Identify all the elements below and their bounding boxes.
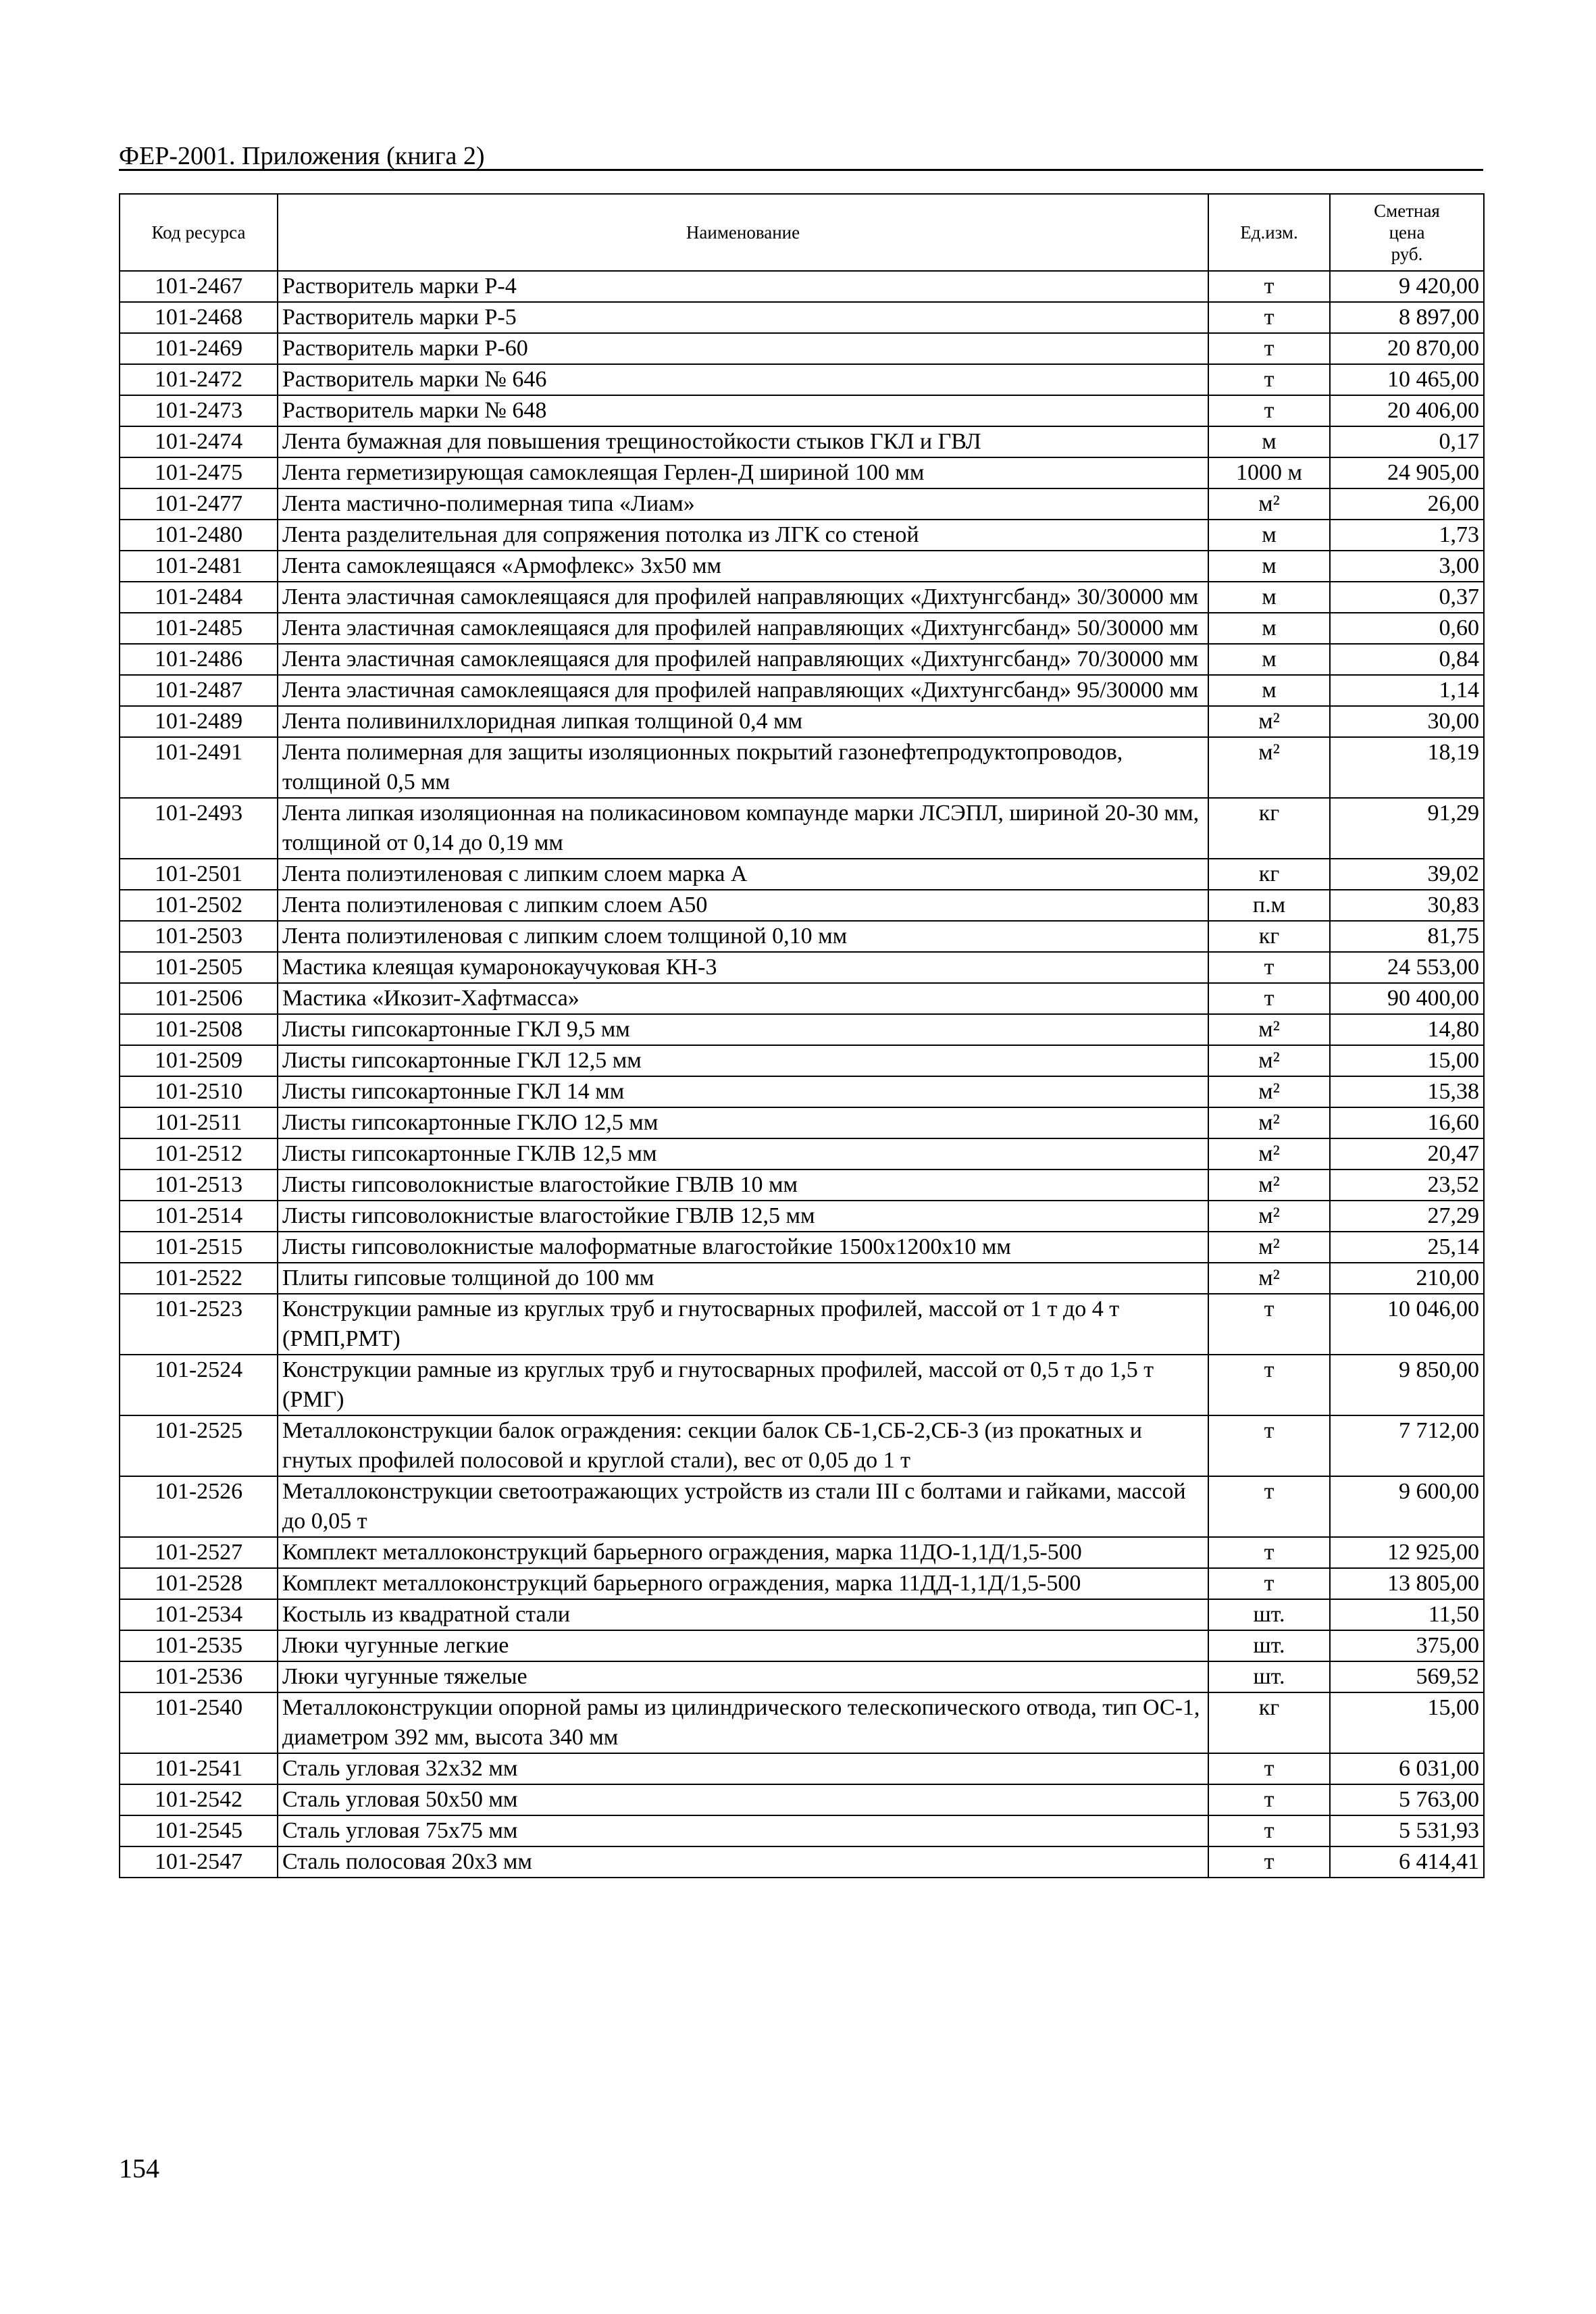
cell-price: 90 400,00 [1330,983,1484,1014]
cell-unit: т [1208,1815,1330,1846]
table-row [120,613,1484,644]
cell-code: 101-2481 [120,551,278,582]
table-row [120,302,1484,333]
cell-unit: м [1208,613,1330,644]
cell-code: 101-2515 [120,1232,278,1263]
cell-unit: м² [1208,1263,1330,1294]
cell-name: Листы гипсокартонные ГКЛ 12,5 мм [278,1045,1208,1076]
cell-unit: т [1208,1537,1330,1568]
cell-unit: 1000 м [1208,457,1330,488]
column-header-name: Наименование [278,194,1208,271]
header-rule [119,169,1483,171]
cell-unit: м² [1208,1014,1330,1045]
cell-price: 9 420,00 [1330,271,1484,302]
cell-code: 101-2540 [120,1692,278,1753]
cell-code: 101-2502 [120,890,278,921]
cell-code: 101-2512 [120,1138,278,1169]
cell-unit: шт. [1208,1661,1330,1692]
cell-code: 101-2525 [120,1415,278,1476]
cell-code: 101-2545 [120,1815,278,1846]
cell-name: Конструкции рамные из круглых труб и гнутосварных профилей, массой от 0,5 т до 1,5 т (РМГ) [278,1355,1208,1415]
table-row [120,706,1484,737]
cell-price: 14,80 [1330,1014,1484,1045]
cell-price: 9 850,00 [1330,1355,1484,1415]
cell-code: 101-2522 [120,1263,278,1294]
cell-code: 101-2509 [120,1045,278,1076]
cell-name: Конструкции рамные из круглых труб и гнутосварных профилей, массой от 1 т до 4 т (РМП,РМТ) [278,1294,1208,1355]
table-row [120,582,1484,613]
table-header-row [120,194,1484,271]
cell-name: Лента герметизирующая самоклеящая Герлен-Д шириной 100 мм [278,457,1208,488]
cell-price: 10 465,00 [1330,364,1484,395]
table-row [120,921,1484,952]
cell-unit: т [1208,1476,1330,1537]
cell-price: 81,75 [1330,921,1484,952]
cell-code: 101-2511 [120,1107,278,1138]
cell-price: 6 414,41 [1330,1846,1484,1878]
cell-name: Плиты гипсовые толщиной до 100 мм [278,1263,1208,1294]
cell-code: 101-2468 [120,302,278,333]
cell-code: 101-2534 [120,1599,278,1630]
cell-unit: шт. [1208,1630,1330,1661]
cell-price: 24 553,00 [1330,952,1484,983]
cell-price: 91,29 [1330,798,1484,859]
cell-name: Листы гипсокартонные ГКЛ 9,5 мм [278,1014,1208,1045]
cell-name: Лента поливинилхлоридная липкая толщиной 0,4 мм [278,706,1208,737]
cell-price: 12 925,00 [1330,1537,1484,1568]
cell-unit: т [1208,395,1330,426]
cell-unit: т [1208,952,1330,983]
cell-code: 101-2475 [120,457,278,488]
page-number: 154 [119,2153,159,2184]
table-row [120,1107,1484,1138]
table-row [120,1169,1484,1201]
table-row [120,1263,1484,1294]
cell-unit: м [1208,582,1330,613]
cell-price: 15,00 [1330,1692,1484,1753]
cell-name: Лента эластичная самоклеящаяся для профилей направляющих «Дихтунгсбанд» 30/30000 мм [278,582,1208,613]
cell-code: 101-2487 [120,675,278,706]
cell-unit: кг [1208,798,1330,859]
cell-code: 101-2493 [120,798,278,859]
table-row [120,457,1484,488]
cell-unit: т [1208,1846,1330,1878]
column-header-unit: Ед.изм. [1208,194,1330,271]
cell-code: 101-2527 [120,1537,278,1568]
table-row [120,1568,1484,1599]
table-row [120,488,1484,520]
cell-code: 101-2506 [120,983,278,1014]
cell-name: Металлоконструкции светоотражающих устройств из стали III с болтами и гайками, массой до 0,05 т [278,1476,1208,1537]
cell-code: 101-2472 [120,364,278,395]
cell-price: 15,00 [1330,1045,1484,1076]
cell-price: 6 031,00 [1330,1753,1484,1784]
table-row [120,364,1484,395]
cell-name: Сталь угловая 75х75 мм [278,1815,1208,1846]
table-row [120,271,1484,302]
table-row [120,1753,1484,1784]
cell-price: 375,00 [1330,1630,1484,1661]
table-row [120,737,1484,798]
cell-name: Лента разделительная для сопряжения потолка из ЛГК со стеной [278,520,1208,551]
cell-unit: п.м [1208,890,1330,921]
cell-name: Лента липкая изоляционная на поликасиновом компаунде марки ЛСЭПЛ, шириной 20-30 мм, толщиной от 0,14 до 0,19 мм [278,798,1208,859]
cell-name: Комплект металлоконструкций барьерного ограждения, марка 11ДО-1,1Д/1,5-500 [278,1537,1208,1568]
table-row [120,1355,1484,1415]
cell-unit: т [1208,1753,1330,1784]
table-row [120,1415,1484,1476]
cell-unit: т [1208,302,1330,333]
table-row [120,1599,1484,1630]
cell-name: Растворитель марки Р-60 [278,333,1208,364]
cell-name: Растворитель марки Р-4 [278,271,1208,302]
cell-name: Листы гипсоволокнистые влагостойкие ГВЛВ 10 мм [278,1169,1208,1201]
cell-unit: кг [1208,1692,1330,1753]
cell-code: 101-2535 [120,1630,278,1661]
cell-unit: кг [1208,859,1330,890]
cell-code: 101-2547 [120,1846,278,1878]
column-header-price-line: цена [1389,222,1425,243]
table-row [120,1014,1484,1045]
page-header-title: ФЕР-2001. Приложения (книга 2) [119,142,485,170]
cell-code: 101-2526 [120,1476,278,1537]
column-header-price [1330,194,1484,271]
cell-code: 101-2473 [120,395,278,426]
cell-name: Люки чугунные легкие [278,1630,1208,1661]
cell-name: Лента мастично-полимерная типа «Лиам» [278,488,1208,520]
table-row [120,1784,1484,1815]
cell-unit: м² [1208,706,1330,737]
cell-code: 101-2491 [120,737,278,798]
cell-name: Лента эластичная самоклеящаяся для профилей направляющих «Дихтунгсбанд» 50/30000 мм [278,613,1208,644]
cell-name: Листы гипсоволокнистые малоформатные влагостойкие 1500х1200х10 мм [278,1232,1208,1263]
cell-price: 0,84 [1330,644,1484,675]
cell-price: 5 531,93 [1330,1815,1484,1846]
table-row [120,890,1484,921]
cell-name: Металлоконструкции балок ограждения: секции балок СБ-1,СБ-2,СБ-3 (из прокатных и гнутых профилей полосовой и круглой стали), вес от 0,05 до 1 т [278,1415,1208,1476]
cell-price: 0,37 [1330,582,1484,613]
cell-name: Лента полиэтиленовая с липким слоем марка А [278,859,1208,890]
cell-price: 9 600,00 [1330,1476,1484,1537]
table-row [120,1846,1484,1878]
table-row [120,1815,1484,1846]
cell-price: 16,60 [1330,1107,1484,1138]
cell-price: 10 046,00 [1330,1294,1484,1355]
cell-code: 101-2467 [120,271,278,302]
cell-code: 101-2513 [120,1169,278,1201]
cell-price: 210,00 [1330,1263,1484,1294]
cell-price: 20 406,00 [1330,395,1484,426]
cell-code: 101-2524 [120,1355,278,1415]
cell-code: 101-2542 [120,1784,278,1815]
table-row [120,952,1484,983]
cell-unit: т [1208,1294,1330,1355]
cell-unit: т [1208,333,1330,364]
cell-code: 101-2501 [120,859,278,890]
cell-unit: т [1208,1355,1330,1415]
cell-unit: т [1208,1784,1330,1815]
cell-price: 7 712,00 [1330,1415,1484,1476]
table-row [120,1537,1484,1568]
cell-name: Сталь угловая 32х32 мм [278,1753,1208,1784]
cell-code: 101-2477 [120,488,278,520]
cell-name: Сталь угловая 50х50 мм [278,1784,1208,1815]
cell-unit: м² [1208,1138,1330,1169]
cell-price: 1,14 [1330,675,1484,706]
cell-price: 27,29 [1330,1201,1484,1232]
table-body [120,271,1484,1878]
cell-price: 30,83 [1330,890,1484,921]
cell-unit: м² [1208,1232,1330,1263]
cell-name: Сталь полосовая 20х3 мм [278,1846,1208,1878]
cell-unit: м² [1208,488,1330,520]
cell-price: 8 897,00 [1330,302,1484,333]
cell-code: 101-2474 [120,426,278,457]
cell-unit: м [1208,644,1330,675]
cell-unit: т [1208,364,1330,395]
cell-code: 101-2523 [120,1294,278,1355]
cell-price: 11,50 [1330,1599,1484,1630]
cell-unit: м² [1208,1076,1330,1107]
table-row [120,1692,1484,1753]
cell-name: Лента полиэтиленовая с липким слоем А50 [278,890,1208,921]
column-header-price-line: руб. [1391,244,1423,264]
cell-unit: м² [1208,1107,1330,1138]
table-row [120,983,1484,1014]
cell-price: 23,52 [1330,1169,1484,1201]
cell-unit: т [1208,1568,1330,1599]
cell-name: Листы гипсоволокнистые влагостойкие ГВЛВ 12,5 мм [278,1201,1208,1232]
cell-price: 3,00 [1330,551,1484,582]
table-row [120,551,1484,582]
table-row [120,1076,1484,1107]
cell-price: 24 905,00 [1330,457,1484,488]
cell-code: 101-2541 [120,1753,278,1784]
table-row [120,675,1484,706]
table-row [120,1661,1484,1692]
cell-name: Люки чугунные тяжелые [278,1661,1208,1692]
cell-name: Растворитель марки Р-5 [278,302,1208,333]
table-row [120,1201,1484,1232]
cell-price: 20 870,00 [1330,333,1484,364]
cell-price: 0,17 [1330,426,1484,457]
cell-unit: м² [1208,1045,1330,1076]
cell-price: 20,47 [1330,1138,1484,1169]
cell-name: Костыль из квадратной стали [278,1599,1208,1630]
table-row [120,1138,1484,1169]
cell-name: Лента бумажная для повышения трещиностойкости стыков ГКЛ и ГВЛ [278,426,1208,457]
cell-code: 101-2505 [120,952,278,983]
cell-unit: кг [1208,921,1330,952]
cell-code: 101-2514 [120,1201,278,1232]
cell-code: 101-2503 [120,921,278,952]
cell-name: Лента полимерная для защиты изоляционных покрытий газонефтепродуктопроводов, толщиной 0,5 мм [278,737,1208,798]
cell-price: 39,02 [1330,859,1484,890]
table-row [120,859,1484,890]
table-row [120,1045,1484,1076]
cell-code: 101-2480 [120,520,278,551]
cell-price: 5 763,00 [1330,1784,1484,1815]
table-row [120,798,1484,859]
cell-name: Листы гипсокартонные ГКЛ 14 мм [278,1076,1208,1107]
cell-name: Листы гипсокартонные ГКЛО 12,5 мм [278,1107,1208,1138]
cell-code: 101-2508 [120,1014,278,1045]
cell-code: 101-2485 [120,613,278,644]
table-row [120,395,1484,426]
price-table [119,193,1485,1878]
cell-name: Лента эластичная самоклеящаяся для профилей направляющих «Дихтунгсбанд» 95/30000 мм [278,675,1208,706]
cell-unit: м² [1208,737,1330,798]
cell-unit: шт. [1208,1599,1330,1630]
column-header-code: Код ресурса [120,194,278,271]
cell-code: 101-2536 [120,1661,278,1692]
cell-price: 25,14 [1330,1232,1484,1263]
cell-name: Мастика «Икозит-Хафтмасса» [278,983,1208,1014]
cell-name: Металлоконструкции опорной рамы из цилиндрического телескопического отвода, тип ОС-1, диаметром 392 мм, высота 340 мм [278,1692,1208,1753]
column-header-price-line: Сметная [1374,201,1440,221]
cell-unit: т [1208,271,1330,302]
cell-name: Растворитель марки № 648 [278,395,1208,426]
table-row [120,644,1484,675]
cell-price: 569,52 [1330,1661,1484,1692]
cell-code: 101-2486 [120,644,278,675]
cell-code: 101-2528 [120,1568,278,1599]
cell-code: 101-2484 [120,582,278,613]
cell-price: 18,19 [1330,737,1484,798]
cell-code: 101-2510 [120,1076,278,1107]
cell-unit: м [1208,551,1330,582]
cell-name: Лента полиэтиленовая с липким слоем толщиной 0,10 мм [278,921,1208,952]
cell-name: Мастика клеящая кумаронокаучуковая КН-3 [278,952,1208,983]
cell-unit: м² [1208,1201,1330,1232]
cell-code: 101-2489 [120,706,278,737]
cell-price: 0,60 [1330,613,1484,644]
table-row [120,333,1484,364]
table-row [120,1294,1484,1355]
cell-unit: т [1208,1415,1330,1476]
cell-unit: м [1208,426,1330,457]
cell-name: Растворитель марки № 646 [278,364,1208,395]
cell-price: 1,73 [1330,520,1484,551]
cell-name: Лента самоклеящаяся «Армофлекс» 3х50 мм [278,551,1208,582]
cell-code: 101-2469 [120,333,278,364]
cell-name: Листы гипсокартонные ГКЛВ 12,5 мм [278,1138,1208,1169]
cell-unit: т [1208,983,1330,1014]
cell-unit: м² [1208,1169,1330,1201]
cell-price: 15,38 [1330,1076,1484,1107]
cell-price: 26,00 [1330,488,1484,520]
cell-price: 30,00 [1330,706,1484,737]
cell-price: 13 805,00 [1330,1568,1484,1599]
cell-unit: м [1208,675,1330,706]
table-row [120,520,1484,551]
table-row [120,426,1484,457]
cell-unit: м [1208,520,1330,551]
cell-name: Лента эластичная самоклеящаяся для профилей направляющих «Дихтунгсбанд» 70/30000 мм [278,644,1208,675]
table-row [120,1476,1484,1537]
table-row [120,1630,1484,1661]
table-row [120,1232,1484,1263]
cell-name: Комплект металлоконструкций барьерного ограждения, марка 11ДД-1,1Д/1,5-500 [278,1568,1208,1599]
